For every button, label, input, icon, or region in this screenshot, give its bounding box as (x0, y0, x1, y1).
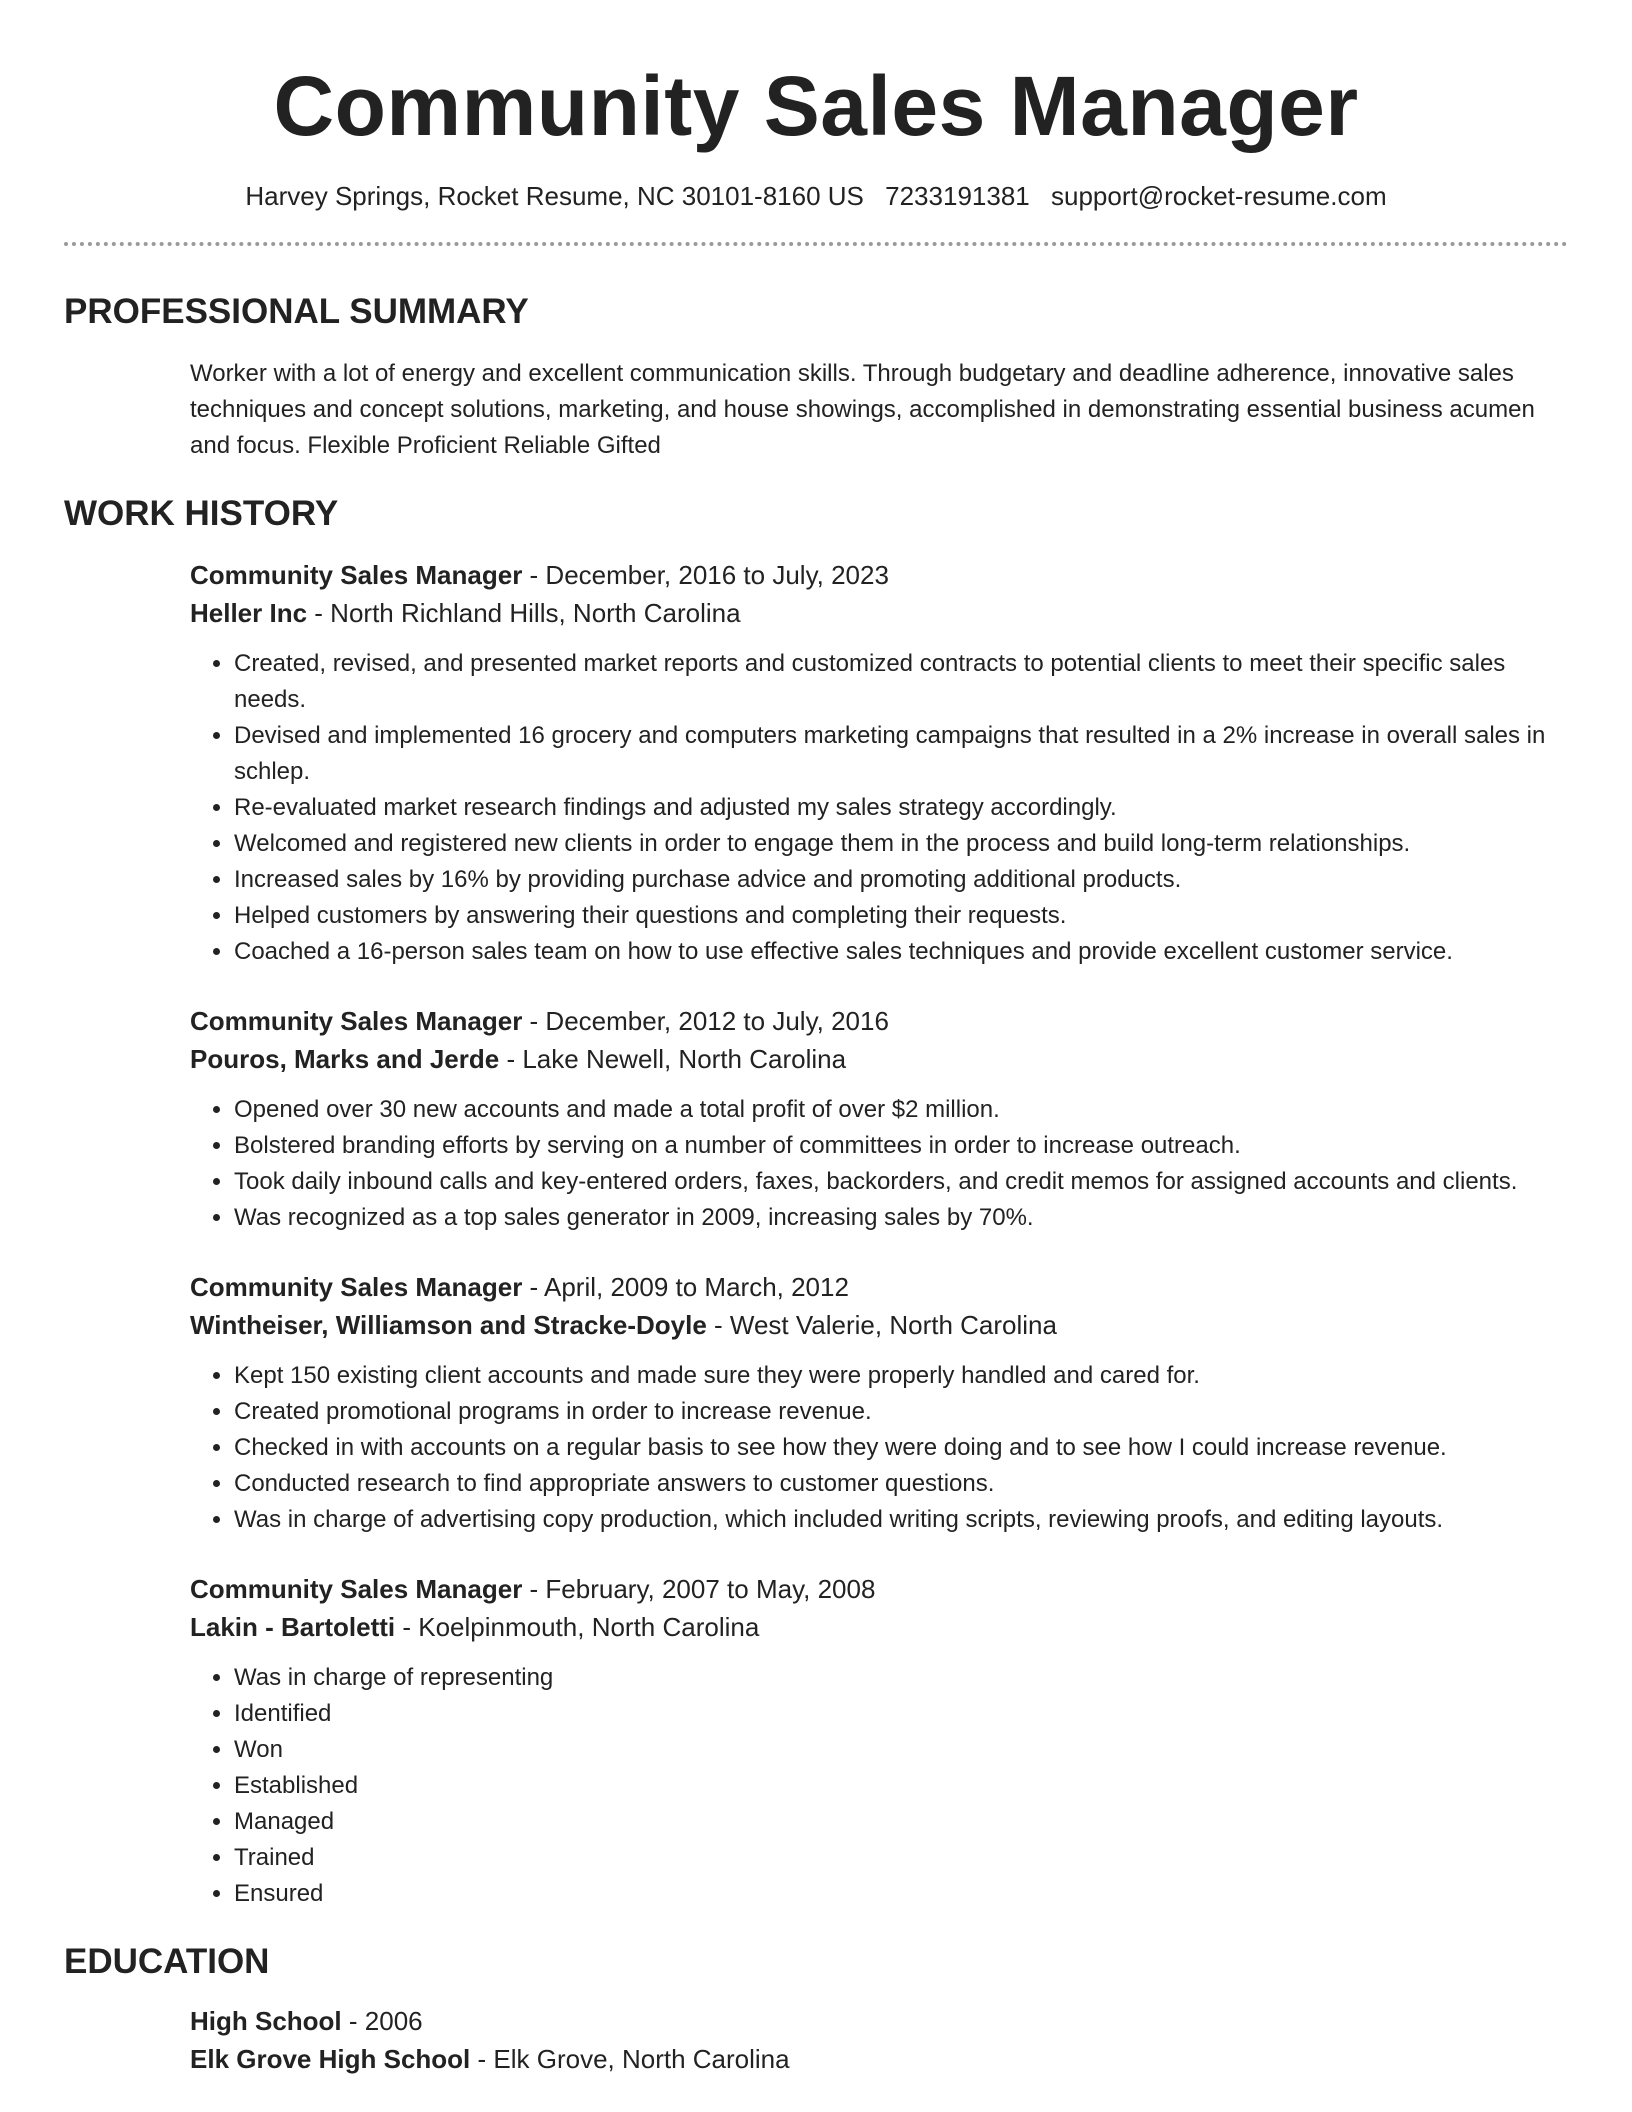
job-bullet: • Helped customers by answering their questions and completing their requests. (234, 898, 1568, 934)
job-bullet: • Managed (234, 1804, 1568, 1840)
job-dates: - April, 2009 to March, 2012 (522, 1272, 849, 1302)
education-school-line (190, 2040, 1568, 2078)
job-location: - Lake Newell, North Carolina (499, 1044, 847, 1074)
education-school: Elk Grove High School (190, 2044, 471, 2074)
job-entry (190, 1002, 1568, 1236)
job-bullets (190, 1358, 1568, 1538)
work-history-heading: WORK HISTORY (64, 494, 339, 533)
job-entry (190, 1268, 1568, 1538)
job-location: - North Richland Hills, North Carolina (307, 598, 741, 628)
job-company-line (190, 1306, 1568, 1344)
job-bullet: • Re-evaluated market research findings and adjusted my sales strategy accordingly. (234, 790, 1568, 826)
job-bullet: • Conducted research to find appropriate answers to customer questions. (234, 1466, 1568, 1502)
contact-phone: 7233191381 (885, 181, 1030, 211)
education-year: - 2006 (341, 2006, 423, 2036)
job-bullet: • Identified (234, 1696, 1568, 1732)
job-bullet: • Was recognized as a top sales generator in 2009, increasing sales by 70%. (234, 1200, 1568, 1236)
job-bullet: • Created, revised, and presented market reports and customized contracts to potential clients to meet their specific sales needs. (234, 646, 1568, 718)
job-bullet: • Established (234, 1768, 1568, 1804)
job-bullet: • Coached a 16-person sales team on how to use effective sales techniques and provide excellent customer service. (234, 934, 1568, 970)
job-title-line (190, 1268, 1568, 1306)
job-dates: - February, 2007 to May, 2008 (522, 1574, 876, 1604)
contact-line (64, 178, 1568, 214)
job-company-line (190, 594, 1568, 632)
job-location: - West Valerie, North Carolina (706, 1310, 1057, 1340)
job-role: Community Sales Manager (190, 1272, 523, 1302)
job-entry (190, 556, 1568, 970)
work-history-list (64, 556, 1568, 1912)
job-bullet: • Opened over 30 new accounts and made a total profit of over $2 million. (234, 1092, 1568, 1128)
job-role: Community Sales Manager (190, 1006, 523, 1036)
job-dates: - December, 2016 to July, 2023 (522, 560, 889, 590)
contact-email: support@rocket-resume.com (1050, 181, 1387, 211)
job-bullet: • Welcomed and registered new clients in order to engage them in the process and build long-term relationships. (234, 826, 1568, 862)
job-entry (190, 1570, 1568, 1912)
job-role: Community Sales Manager (190, 1574, 523, 1604)
job-bullet: • Won (234, 1732, 1568, 1768)
summary-heading: PROFESSIONAL SUMMARY (64, 292, 529, 331)
job-bullet: • Devised and implemented 16 grocery and computers marketing campaigns that resulted in a 2% increase in overall sales in schlep. (234, 718, 1568, 790)
job-bullet: • Trained (234, 1840, 1568, 1876)
resume-page (64, 0, 1568, 2078)
education-degree-line (190, 2002, 1568, 2040)
job-bullet: • Bolstered branding efforts by serving on a number of committees in order to increase outreach. (234, 1128, 1568, 1164)
job-title-line (190, 556, 1568, 594)
job-bullets (190, 1092, 1568, 1236)
job-bullets (190, 1660, 1568, 1912)
job-bullet: • Was in charge of representing (234, 1660, 1568, 1696)
summary-text: Worker with a lot of energy and excellent communication skills. Through budgetary and deadline adherence, innovative sales techniques and concept solutions, marketing, and house showings, accomplished in demonstrating essential business acumen and focus. Flexible Proficient Reliable Gifted (190, 360, 1535, 459)
job-bullet: • Ensured (234, 1876, 1568, 1912)
education-location: - Elk Grove, North Carolina (470, 2044, 790, 2074)
resume-name: Community Sales Manager (273, 59, 1359, 153)
job-bullets (190, 646, 1568, 970)
job-bullet: • Increased sales by 16% by providing purchase advice and promoting additional products. (234, 862, 1568, 898)
job-company-line (190, 1040, 1568, 1078)
job-company: Heller Inc (190, 598, 308, 628)
education-heading: EDUCATION (64, 1942, 270, 1981)
job-location: - Koelpinmouth, North Carolina (395, 1612, 760, 1642)
job-title-line (190, 1002, 1568, 1040)
job-dates: - December, 2012 to July, 2016 (522, 1006, 889, 1036)
education-entry (190, 2002, 1568, 2078)
job-bullet: • Took daily inbound calls and key-entered orders, faxes, backorders, and credit memos for assigned accounts and clients. (234, 1164, 1568, 1200)
job-company-line (190, 1608, 1568, 1646)
job-bullet: • Kept 150 existing client accounts and made sure they were properly handled and cared for. (234, 1358, 1568, 1394)
job-bullet: • Created promotional programs in order to increase revenue. (234, 1394, 1568, 1430)
contact-address: Harvey Springs, Rocket Resume, NC 30101-8160 US (245, 181, 864, 211)
job-bullet: • Was in charge of advertising copy production, which included writing scripts, reviewing proofs, and editing layouts. (234, 1502, 1568, 1538)
job-title-line (190, 1570, 1568, 1608)
job-company: Pouros, Marks and Jerde (190, 1044, 500, 1074)
education-degree: High School (190, 2006, 342, 2036)
job-bullet: • Checked in with accounts on a regular basis to see how they were doing and to see how I could increase revenue. (234, 1430, 1568, 1466)
header-divider (64, 242, 1568, 246)
job-company: Lakin - Bartoletti (190, 1612, 396, 1642)
job-company: Wintheiser, Williamson and Stracke-Doyle (190, 1310, 707, 1340)
job-role: Community Sales Manager (190, 560, 523, 590)
